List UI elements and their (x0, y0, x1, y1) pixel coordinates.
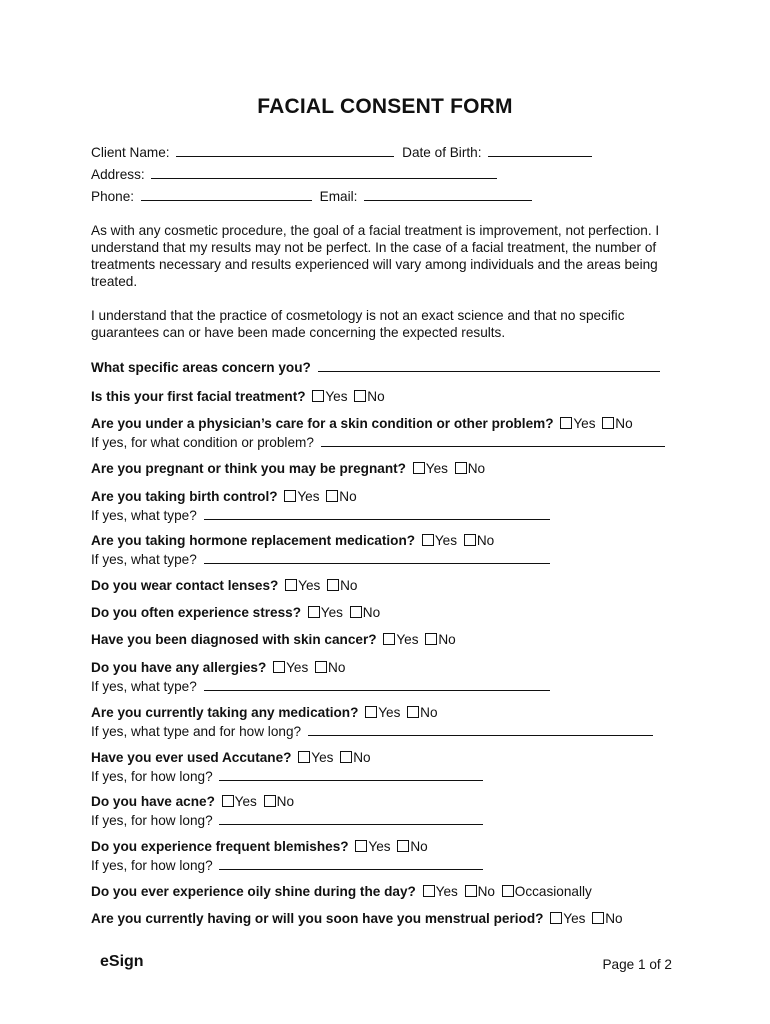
question-medication (91, 704, 438, 721)
address-field[interactable] (151, 165, 497, 179)
yes-checkbox[interactable] (422, 534, 434, 546)
no-checkbox[interactable] (465, 885, 477, 897)
consent-paragraph-2: I understand that the practice of cosmetology is not an exact science and that no specific guarantees can or have been made concerning the expected results. (91, 308, 625, 340)
no-label: No (467, 461, 486, 476)
address-row (91, 165, 497, 183)
yes-label: Yes (297, 489, 320, 504)
page-number: Page 1 of 2 (602, 957, 672, 972)
no-label: No (367, 389, 385, 404)
email-field[interactable] (364, 187, 532, 201)
question-blemishes (91, 838, 428, 855)
question-allergies (91, 659, 345, 676)
followup-label: If yes, what type? (91, 552, 197, 567)
yes-label: Yes (298, 578, 321, 593)
no-checkbox[interactable] (425, 633, 437, 645)
followup-medication (91, 722, 653, 740)
question-label: What specific areas concern you? (91, 360, 311, 375)
question-label: Have you been diagnosed with skin cancer? (91, 632, 377, 647)
yes-checkbox[interactable] (308, 606, 320, 618)
question-menstrual (91, 910, 623, 927)
followup-label: If yes, for how long? (91, 769, 213, 784)
yes-checkbox[interactable] (413, 462, 425, 474)
question-oily-shine (91, 883, 592, 900)
yes-checkbox[interactable] (383, 633, 395, 645)
yes-checkbox[interactable] (355, 840, 367, 852)
no-label: No (410, 839, 428, 854)
yes-label: Yes (368, 839, 391, 854)
question-label: Do you ever experience oily shine during the day? (91, 884, 416, 899)
yes-label: Yes (573, 416, 596, 431)
no-checkbox[interactable] (326, 490, 338, 502)
no-label: No (276, 794, 295, 809)
yes-checkbox[interactable] (423, 885, 435, 897)
yes-checkbox[interactable] (365, 706, 377, 718)
question-label: Are you currently having or will you soon have you menstrual period? (91, 911, 544, 926)
yes-label: Yes (563, 911, 586, 926)
question-label: Are you pregnant or think you may be pregnant? (91, 461, 406, 476)
question-stress (91, 604, 380, 621)
question-skin-cancer (91, 631, 456, 648)
consent-paragraph-1: As with any cosmetic procedure, the goal of a facial treatment is improvement, not perfection. I understand that my results may not be perfect. In the case of a facial treatment, the number of treatments necessary and results experienced will vary among individuals and the areas being treated. (91, 223, 660, 289)
no-checkbox[interactable] (315, 661, 327, 673)
medication-field[interactable] (308, 722, 653, 736)
followup-acne (91, 811, 483, 829)
question-label: Are you taking hormone replacement medication? (91, 533, 416, 548)
yes-label: Yes (434, 533, 458, 548)
hormone-type-field[interactable] (204, 550, 550, 564)
followup-label: If yes, what type and for how long? (91, 724, 302, 739)
no-label: No (328, 660, 346, 675)
question-label: Do you wear contact lenses? (91, 578, 279, 593)
no-label: No (477, 884, 495, 899)
yes-label: Yes (435, 884, 458, 899)
no-checkbox[interactable] (464, 534, 476, 546)
question-label: Is this your first facial treatment? (91, 389, 306, 404)
question-label: Do you have acne? (91, 794, 215, 809)
yes-checkbox[interactable] (284, 490, 296, 502)
no-label: No (420, 705, 438, 720)
followup-label: If yes, what type? (91, 679, 197, 694)
followup-condition (91, 433, 665, 451)
areas-field[interactable] (318, 358, 660, 372)
question-contact-lenses (91, 577, 358, 594)
no-label: No (340, 578, 358, 593)
phone-field[interactable] (141, 187, 312, 201)
no-checkbox[interactable] (354, 390, 366, 402)
no-checkbox[interactable] (327, 579, 339, 591)
yes-label: Yes (234, 794, 257, 809)
yes-label: Yes (320, 605, 343, 620)
question-areas (91, 358, 660, 376)
no-label: No (362, 605, 381, 620)
yes-label: Yes (378, 705, 401, 720)
yes-checkbox[interactable] (560, 417, 572, 429)
occasionally-label: Occasionally (514, 884, 592, 899)
followup-allergy-type (91, 677, 550, 695)
yes-checkbox[interactable] (285, 579, 297, 591)
followup-hormone-type (91, 550, 550, 568)
no-checkbox[interactable] (397, 840, 409, 852)
no-label: No (605, 911, 623, 926)
question-label: Have you ever used Accutane? (91, 750, 292, 765)
client-info-row (91, 143, 592, 161)
no-label: No (615, 416, 633, 431)
followup-label: If yes, what type? (91, 508, 197, 523)
yes-label: Yes (325, 389, 348, 404)
followup-label: If yes, for how long? (91, 813, 213, 828)
address-label: Address: (91, 167, 145, 182)
birth-control-type-field[interactable] (204, 506, 550, 520)
question-label: Do you experience frequent blemishes? (91, 839, 349, 854)
question-physician-care (91, 415, 633, 432)
question-label: Do you have any allergies? (91, 660, 267, 675)
email-label: Email: (319, 189, 358, 204)
question-hormone (91, 532, 494, 549)
allergy-type-field[interactable] (204, 677, 550, 691)
esign-logo: eSign (100, 953, 144, 970)
question-acne (91, 793, 294, 810)
no-checkbox[interactable] (407, 706, 419, 718)
question-pregnant (91, 460, 485, 477)
question-label: Do you often experience stress? (91, 605, 302, 620)
yes-checkbox[interactable] (273, 661, 285, 673)
question-label: Are you under a physician’s care for a skin condition or other problem? (91, 416, 554, 431)
followup-accutane (91, 767, 483, 785)
question-label: Are you currently taking any medication? (91, 705, 359, 720)
yes-checkbox[interactable] (312, 390, 324, 402)
no-checkbox[interactable] (340, 751, 352, 763)
no-label: No (438, 632, 456, 647)
acne-duration-field[interactable] (219, 811, 483, 825)
dob-label: Date of Birth: (402, 145, 482, 160)
accutane-duration-field[interactable] (219, 767, 483, 781)
followup-label: If yes, for how long? (91, 858, 213, 873)
dob-field[interactable] (488, 143, 592, 157)
yes-checkbox[interactable] (222, 795, 234, 807)
client-name-field[interactable] (176, 143, 394, 157)
yes-label: Yes (396, 632, 419, 647)
followup-birth-control-type (91, 506, 550, 524)
no-checkbox[interactable] (592, 912, 604, 924)
no-label: No (476, 533, 495, 548)
followup-label: If yes, for what condition or problem? (91, 435, 314, 450)
contact-row (91, 187, 532, 205)
yes-label: Yes (425, 461, 448, 476)
phone-label: Phone: (91, 189, 135, 204)
yes-checkbox[interactable] (298, 751, 310, 763)
no-checkbox[interactable] (455, 462, 467, 474)
yes-checkbox[interactable] (550, 912, 562, 924)
question-accutane (91, 749, 371, 766)
question-first-facial (91, 388, 385, 405)
yes-label: Yes (286, 660, 309, 675)
condition-field[interactable] (321, 433, 665, 447)
no-checkbox[interactable] (264, 795, 276, 807)
question-birth-control (91, 488, 357, 505)
occasionally-checkbox[interactable] (502, 885, 514, 897)
client-name-label: Client Name: (91, 145, 170, 160)
no-label: No (339, 489, 357, 504)
yes-label: Yes (311, 750, 334, 765)
blemishes-duration-field[interactable] (219, 856, 483, 870)
question-label: Are you taking birth control? (91, 489, 278, 504)
followup-blemishes (91, 856, 483, 874)
no-checkbox[interactable] (350, 606, 362, 618)
no-checkbox[interactable] (602, 417, 614, 429)
form-title: FACIAL CONSENT FORM (257, 95, 513, 118)
no-label: No (353, 750, 371, 765)
